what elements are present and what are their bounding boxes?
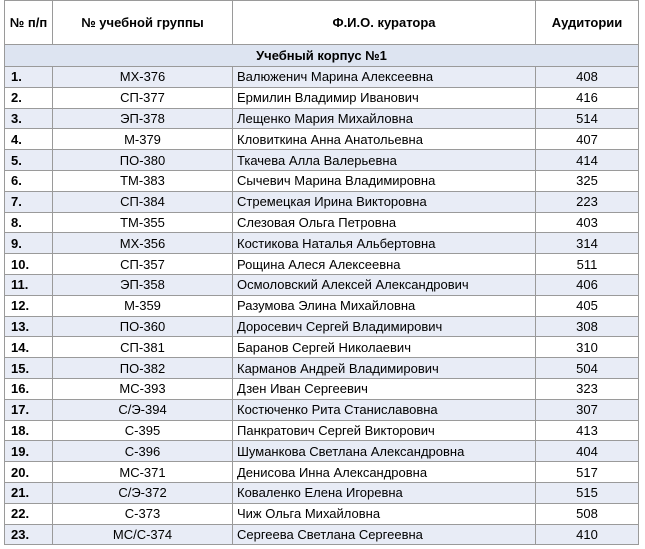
room-cell: 408 [536,67,639,88]
row-number: 11. [5,274,53,295]
table-row [5,337,639,358]
header-group: № учебной группы [53,1,233,45]
table-row [5,503,639,524]
row-number: 13. [5,316,53,337]
row-number: 9. [5,233,53,254]
table-row [5,150,639,171]
curator-cell: Шуманкова Светлана Александровна [233,441,536,462]
row-number: 5. [5,150,53,171]
row-number: 22. [5,503,53,524]
table-row [5,462,639,483]
curator-cell: Баранов Сергей Николаевич [233,337,536,358]
header-curator: Ф.И.О. куратора [233,1,536,45]
table-row [5,295,639,316]
room-cell: 416 [536,87,639,108]
group-cell: СП-384 [53,191,233,212]
room-cell: 223 [536,191,639,212]
row-number: 17. [5,399,53,420]
table-row [5,378,639,399]
group-cell: МХ-356 [53,233,233,254]
header-num: № п/п [5,1,53,45]
table-row [5,420,639,441]
room-cell: 310 [536,337,639,358]
group-cell: СП-377 [53,87,233,108]
curator-cell: Ермилин Владимир Иванович [233,87,536,108]
group-cell: ПО-382 [53,358,233,379]
section-row [5,45,639,67]
group-cell: МС-371 [53,462,233,483]
room-cell: 504 [536,358,639,379]
group-cell: С-373 [53,503,233,524]
curator-cell: Осмоловский Алексей Александрович [233,274,536,295]
curator-cell: Денисова Инна Александровна [233,462,536,483]
table-row [5,524,639,545]
table-row [5,482,639,503]
curator-cell: Костюченко Рита Станиславовна [233,399,536,420]
group-cell: М-379 [53,129,233,150]
row-number: 1. [5,67,53,88]
curator-cell: Ткачева Алла Валерьевна [233,150,536,171]
group-cell: С/Э-372 [53,482,233,503]
group-cell: МХ-376 [53,67,233,88]
room-cell: 413 [536,420,639,441]
row-number: 21. [5,482,53,503]
group-cell: СП-381 [53,337,233,358]
row-number: 4. [5,129,53,150]
table-row [5,191,639,212]
room-cell: 410 [536,524,639,545]
curator-cell: Костикова Наталья Альбертовна [233,233,536,254]
room-cell: 515 [536,482,639,503]
room-cell: 511 [536,254,639,275]
table-row [5,316,639,337]
group-cell: МС-393 [53,378,233,399]
row-number: 18. [5,420,53,441]
group-cell: С-396 [53,441,233,462]
room-cell: 404 [536,441,639,462]
room-cell: 308 [536,316,639,337]
table-row [5,129,639,150]
table-row [5,254,639,275]
row-number: 15. [5,358,53,379]
table-row [5,67,639,88]
header-row [5,1,639,45]
room-cell: 323 [536,378,639,399]
row-number: 12. [5,295,53,316]
table-row [5,87,639,108]
group-cell: ТМ-355 [53,212,233,233]
curator-cell: Кловиткина Анна Анатольевна [233,129,536,150]
group-cell: ТМ-383 [53,170,233,191]
curators-table [4,0,639,545]
section-title: Учебный корпус №1 [5,45,639,67]
room-cell: 514 [536,108,639,129]
table-row [5,441,639,462]
curator-cell: Чиж Ольга Михайловна [233,503,536,524]
table-row [5,233,639,254]
curator-cell: Коваленко Елена Игоревна [233,482,536,503]
curator-cell: Лещенко Мария Михайловна [233,108,536,129]
curator-cell: Слезовая Ольга Петровна [233,212,536,233]
row-number: 2. [5,87,53,108]
room-cell: 307 [536,399,639,420]
room-cell: 414 [536,150,639,171]
group-cell: ЭП-378 [53,108,233,129]
table-row [5,358,639,379]
room-cell: 406 [536,274,639,295]
table-row [5,274,639,295]
room-cell: 405 [536,295,639,316]
group-cell: ПО-360 [53,316,233,337]
row-number: 8. [5,212,53,233]
curator-cell: Дзен Иван Сергеевич [233,378,536,399]
group-cell: С-395 [53,420,233,441]
room-cell: 325 [536,170,639,191]
row-number: 6. [5,170,53,191]
group-cell: СП-357 [53,254,233,275]
curator-cell: Карманов Андрей Владимирович [233,358,536,379]
table-row [5,399,639,420]
group-cell: МС/С-374 [53,524,233,545]
curator-cell: Сергеева Светлана Сергеевна [233,524,536,545]
room-cell: 407 [536,129,639,150]
curator-cell: Панкратович Сергей Викторович [233,420,536,441]
curator-cell: Валюженич Марина Алексеевна [233,67,536,88]
row-number: 14. [5,337,53,358]
curator-cell: Сычевич Марина Владимировна [233,170,536,191]
curator-cell: Стремецкая Ирина Викторовна [233,191,536,212]
room-cell: 403 [536,212,639,233]
row-number: 10. [5,254,53,275]
row-number: 3. [5,108,53,129]
group-cell: ЭП-358 [53,274,233,295]
group-cell: ПО-380 [53,150,233,171]
room-cell: 314 [536,233,639,254]
row-number: 20. [5,462,53,483]
table-row [5,212,639,233]
table-row [5,170,639,191]
header-rooms: Аудитории [536,1,639,45]
curator-cell: Доросевич Сергей Владимирович [233,316,536,337]
room-cell: 517 [536,462,639,483]
group-cell: С/Э-394 [53,399,233,420]
group-cell: М-359 [53,295,233,316]
row-number: 23. [5,524,53,545]
room-cell: 508 [536,503,639,524]
row-number: 7. [5,191,53,212]
table-row [5,108,639,129]
curator-cell: Разумова Элина Михайловна [233,295,536,316]
row-number: 19. [5,441,53,462]
row-number: 16. [5,378,53,399]
curator-cell: Рощина Алеся Алексеевна [233,254,536,275]
